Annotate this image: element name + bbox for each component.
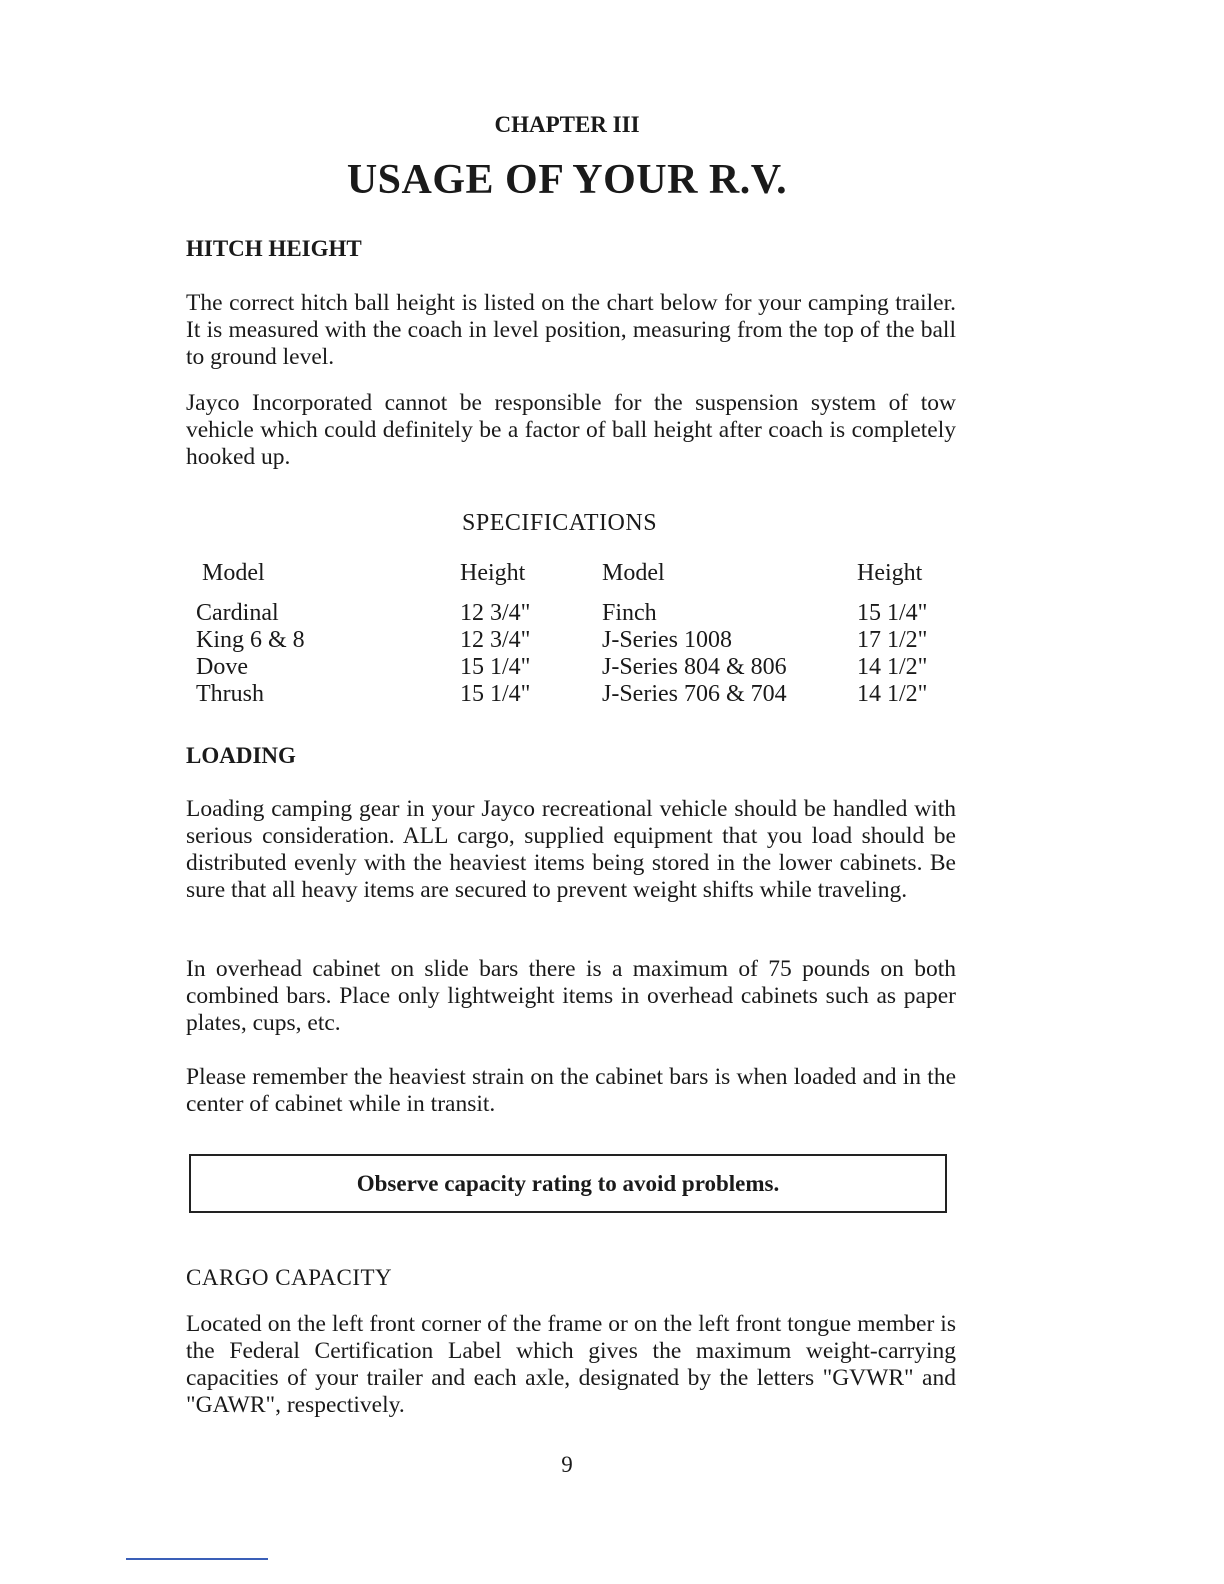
table-header-row [196, 560, 967, 600]
table-cell: J-Series 804 & 806 [602, 654, 787, 680]
table-cell: Dove [196, 654, 248, 680]
table-cell: 15 1/4" [460, 681, 531, 707]
table-cell: Finch [602, 600, 657, 626]
table-cell: 14 1/2" [857, 654, 928, 680]
column-header-height: Height [460, 560, 526, 586]
table-cell: 15 1/4" [857, 600, 928, 626]
table-cell: 14 1/2" [857, 681, 928, 707]
table-cell: 15 1/4" [460, 654, 531, 680]
table-cell: J-Series 1008 [602, 627, 732, 653]
table-cell: 12 3/4" [460, 627, 531, 653]
column-header-model-2: Model [602, 560, 665, 586]
column-header-height-2: Height [857, 560, 923, 586]
table-cell: King 6 & 8 [196, 627, 305, 653]
page-title: USAGE OF YOUR R.V. [346, 157, 788, 203]
cargo-paragraph-1: Located on the left front corner of the frame or on the left front tongue member is the Federal Certification Label which gives the maximum weight-carrying capacities of your trailer and each axle, designated by the letters "GVWR" and "GAWR", respectively. [186, 1311, 956, 1418]
loading-paragraph-2: In overhead cabinet on slide bars there is a maximum of 75 pounds on both combined bars. Place only lightweight items in overhead cabinets such as paper plates, cups, etc. [186, 956, 956, 1036]
loading-heading: LOADING [186, 743, 296, 768]
footer-divider [126, 1558, 268, 1560]
capacity-notice-box [189, 1154, 947, 1213]
table-cell: 12 3/4" [460, 600, 531, 626]
column-header-model: Model [202, 560, 265, 586]
specifications-table [196, 560, 967, 708]
table-row [196, 654, 967, 681]
hitch-paragraph-2: Jayco Incorporated cannot be responsible for the suspension system of tow vehicle which could definitely be a factor of ball height after coach is completely hooked up. [186, 390, 956, 470]
capacity-notice-text: Observe capacity rating to avoid problems. [356, 1170, 780, 1196]
table-cell: Thrush [196, 681, 264, 707]
cargo-capacity-heading: CARGO CAPACITY [186, 1265, 393, 1290]
table-row [196, 627, 967, 654]
specifications-title: SPECIFICATIONS [462, 510, 658, 536]
hitch-height-heading: HITCH HEIGHT [186, 236, 362, 261]
loading-paragraph-1: Loading camping gear in your Jayco recreational vehicle should be handled with serious consideration. ALL cargo, supplied equipment that you load should be distributed evenly with the heaviest items being stored in the lower cabinets. Be sure that all heavy items are secured to prevent weight shifts while traveling. [186, 796, 956, 903]
table-row [196, 681, 967, 708]
loading-paragraph-3: Please remember the heaviest strain on the cabinet bars is when loaded and in the center of cabinet while in transit. [186, 1064, 956, 1117]
table-cell: Cardinal [196, 600, 279, 626]
table-cell: 17 1/2" [857, 627, 928, 653]
chapter-label: CHAPTER III [494, 112, 640, 137]
table-cell: J-Series 706 & 704 [602, 681, 787, 707]
hitch-paragraph-1: The correct hitch ball height is listed on the chart below for your camping trailer. It is measured with the coach in level position, measuring from the top of the ball to ground level. [186, 290, 956, 370]
table-row [196, 600, 967, 627]
page-number: 9 [561, 1452, 573, 1477]
